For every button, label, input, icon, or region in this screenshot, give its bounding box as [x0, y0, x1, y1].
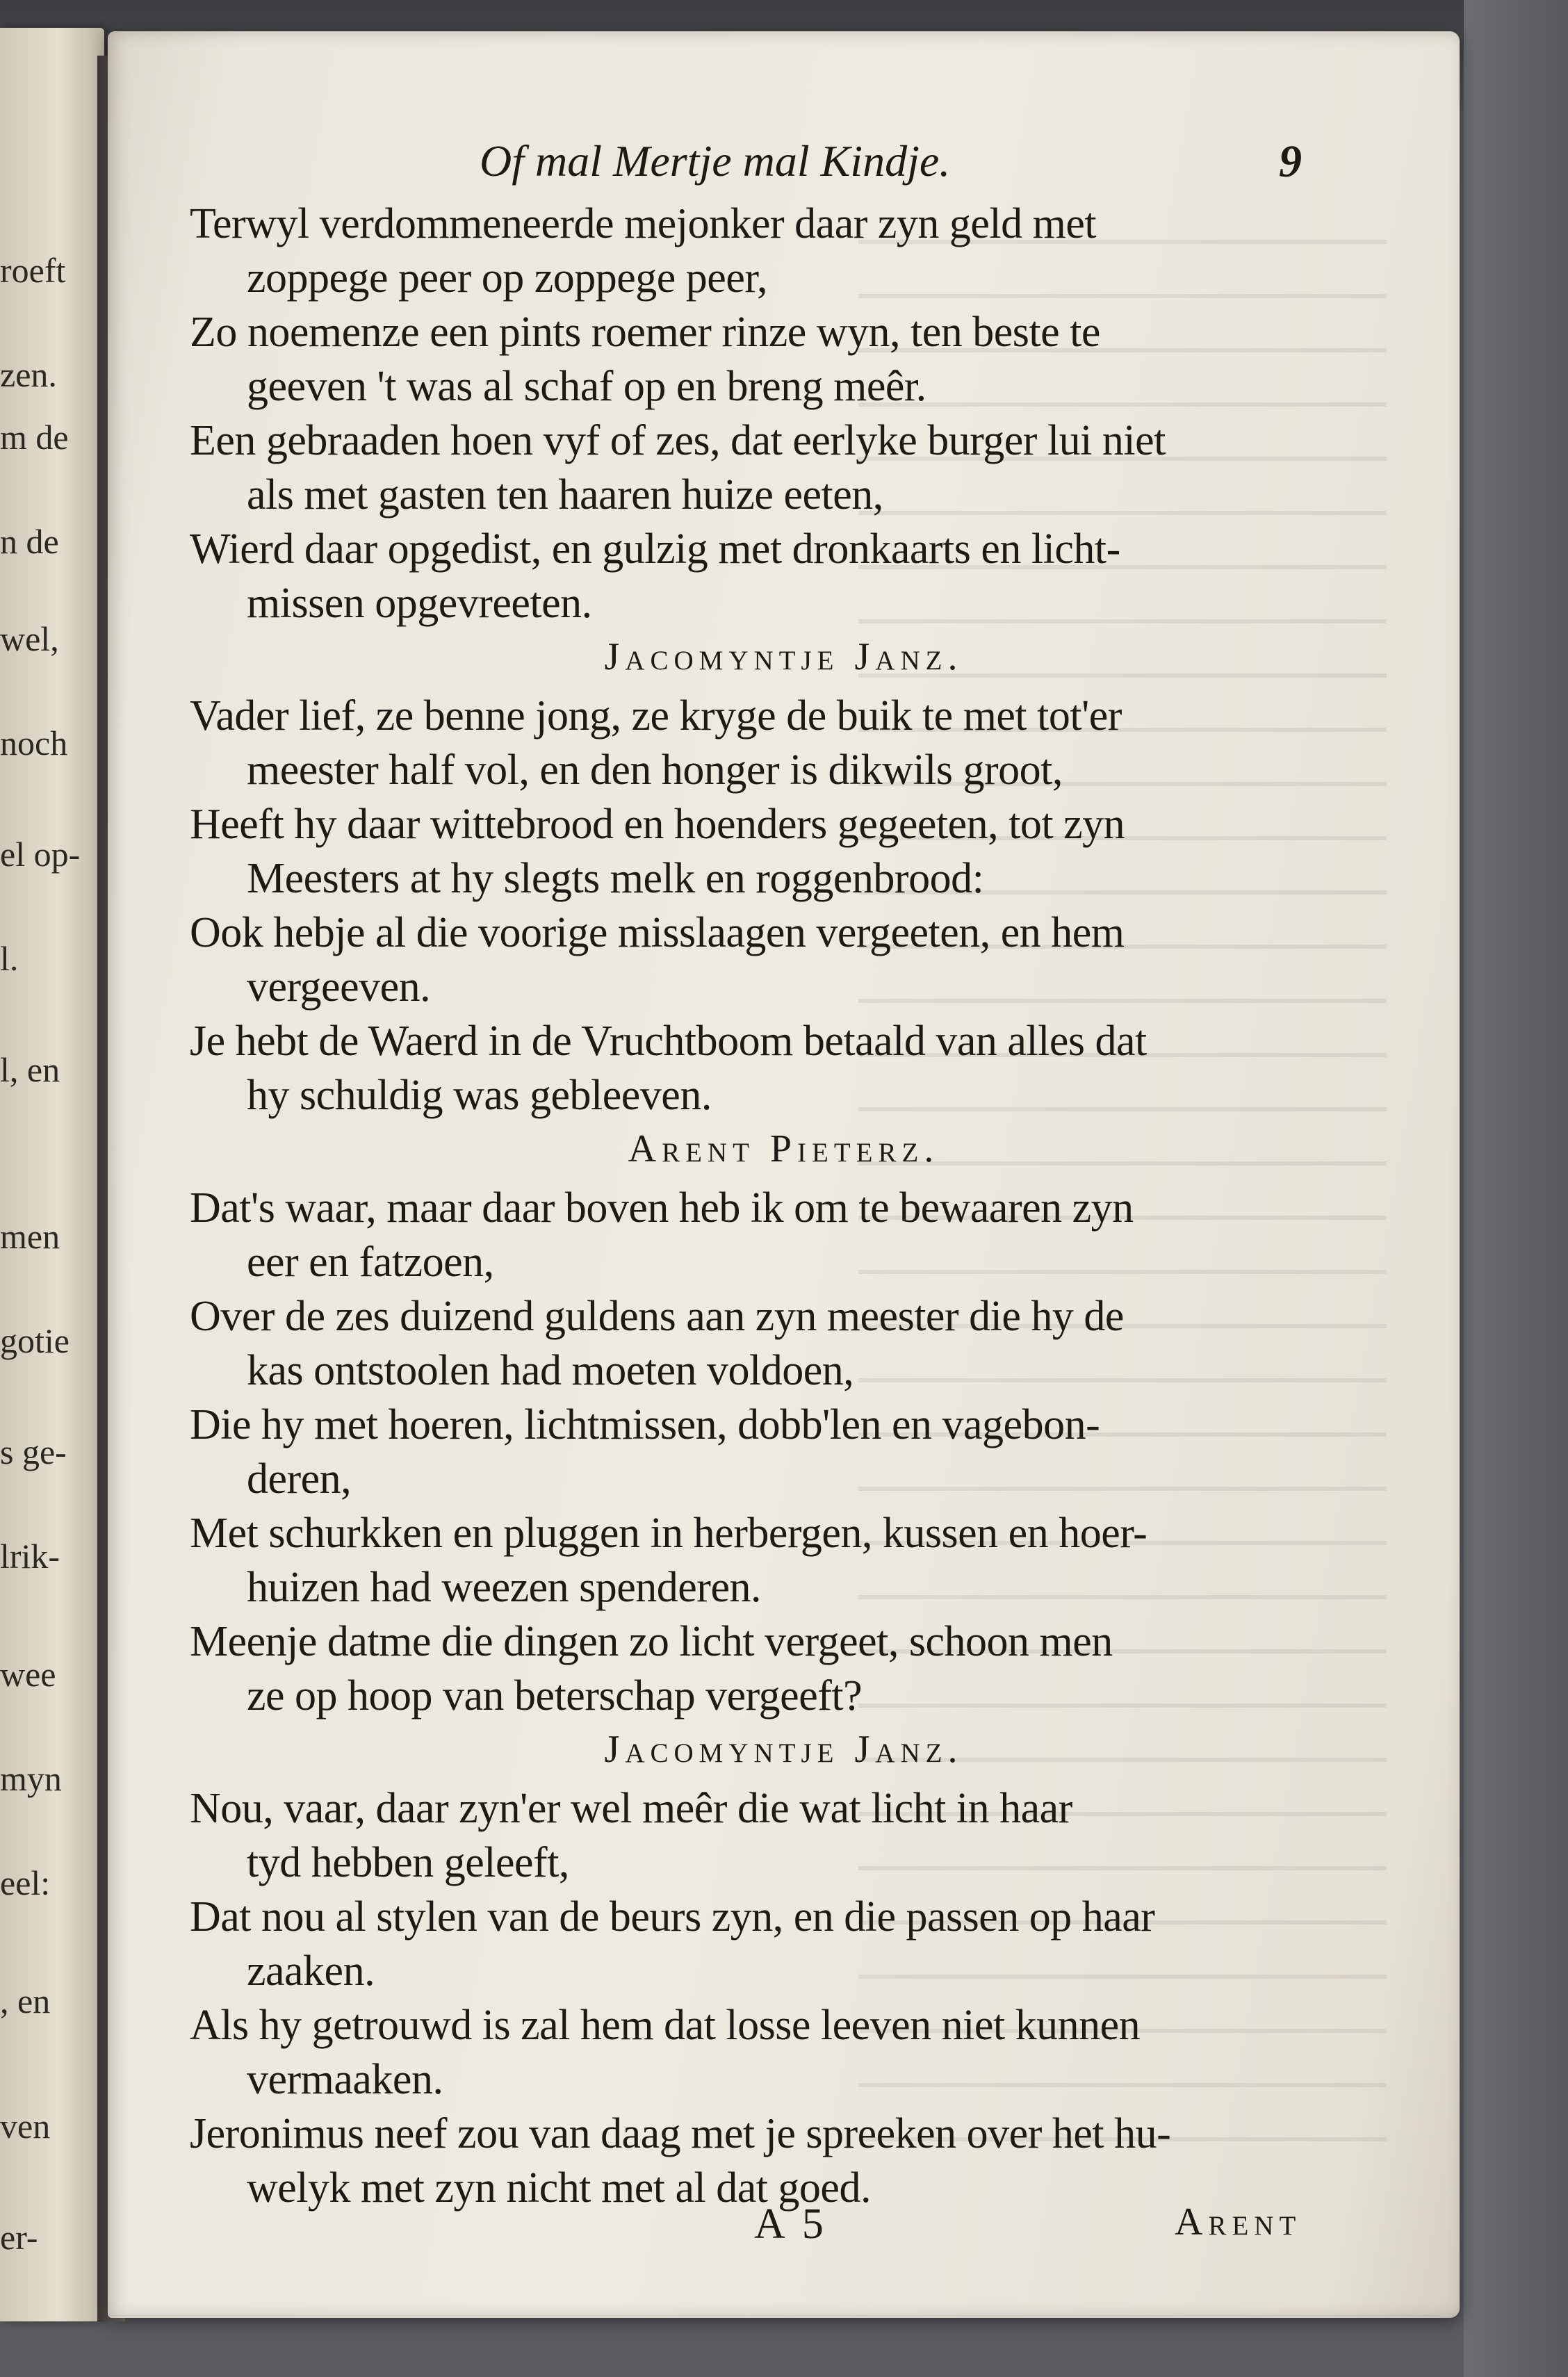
- facing-fragment: roeft: [0, 251, 66, 290]
- facing-fragment: er-: [0, 2218, 38, 2257]
- text-line: Meenje datme die dingen zo licht vergeet, schoon men: [190, 1618, 1113, 1665]
- text-line: missen opgevreeten.: [247, 580, 592, 627]
- text-line: Als hy getrouwd is zal hem dat losse leeven niet kunnen: [190, 2002, 1141, 2049]
- text-line: Die hy met hoeren, lichtmissen, dobb'len en vagebon-: [190, 1401, 1100, 1448]
- running-title: Of mal Mertje mal Kindje.: [480, 136, 951, 186]
- facing-fragment: men: [0, 1217, 60, 1256]
- facing-fragment: n de: [0, 522, 59, 561]
- text-line: Je hebt de Waerd in de Vruchtboom betaald van alles dat: [190, 1018, 1147, 1065]
- speaker-name: Jacomyntje Janz.: [604, 1728, 963, 1771]
- facing-fragment: eel:: [0, 1863, 51, 1902]
- facing-fragment: s ge-: [0, 1432, 67, 1471]
- facing-fragment: noch: [0, 724, 68, 762]
- text-line: tyd hebben geleeft,: [247, 1839, 569, 1886]
- facing-page: [0, 28, 104, 2321]
- facing-fragment: gotie: [0, 1321, 70, 1360]
- text-line: zoppege peer op zoppege peer,: [247, 254, 767, 302]
- facing-fragment: ven: [0, 2107, 51, 2146]
- facing-fragment: m de: [0, 418, 69, 457]
- text-line: Wierd daar opgedist, en gulzig met dronkaarts en licht-: [190, 525, 1120, 573]
- catchword: Arent: [1175, 2200, 1302, 2244]
- text-line: Zo noemenze een pints roemer rinze wyn, ten beste te: [190, 309, 1100, 356]
- text-line: ze op hoop van beterschap vergeeft?: [247, 1672, 863, 1720]
- text-line: Over de zes duizend guldens aan zyn meester die hy de: [190, 1293, 1124, 1340]
- text-line: meester half vol, en den honger is dikwils groot,: [247, 746, 1063, 794]
- text-line: zaaken.: [247, 1947, 375, 1995]
- text-line: Een gebraaden hoen vyf of zes, dat eerlyke burger lui niet: [190, 417, 1166, 464]
- facing-fragment: l, en: [0, 1050, 60, 1089]
- speaker-name: Jacomyntje Janz.: [604, 635, 963, 678]
- facing-fragment: el op-: [0, 835, 81, 874]
- text-line: Met schurkken en pluggen in herbergen, kussen en hoer-: [190, 1510, 1148, 1557]
- signature-mark: A 5: [754, 2200, 828, 2248]
- text-line: Heeft hy daar wittebrood en hoenders gegeeten, tot zyn: [190, 801, 1125, 848]
- text-line: als met gasten ten haaren huize eeten,: [247, 471, 883, 518]
- speaker-name: Arent Pieterz.: [628, 1127, 940, 1170]
- page-text: [108, 31, 1460, 2318]
- text-line: Vader lief, ze benne jong, ze kryge de buik te met tot'er: [190, 692, 1122, 740]
- facing-fragment: , en: [0, 1982, 51, 2020]
- text-line: deren,: [247, 1455, 352, 1503]
- background-right: [1464, 0, 1568, 2377]
- book-page: [108, 31, 1460, 2318]
- page-number: 9: [1279, 136, 1302, 187]
- facing-fragment: wel,: [0, 619, 59, 658]
- facing-fragment: myn: [0, 1759, 62, 1798]
- text-line: geeven 't was al schaf op en breng meêr.: [247, 363, 926, 410]
- text-line: huizen had weezen spenderen.: [247, 1564, 761, 1611]
- text-line: Meesters at hy slegts melk en roggenbrood:: [247, 855, 984, 902]
- text-line: hy schuldig was gebleeven.: [247, 1072, 712, 1119]
- text-line: Nou, vaar, daar zyn'er wel meêr die wat licht in haar: [190, 1785, 1072, 1832]
- text-line: eer en fatzoen,: [247, 1239, 494, 1286]
- text-line: Dat nou al stylen van de beurs zyn, en die passen op haar: [190, 1893, 1155, 1941]
- text-line: Terwyl verdommeneerde mejonker daar zyn geld met: [190, 200, 1097, 247]
- text-line: kas ontstoolen had moeten voldoen,: [247, 1347, 854, 1394]
- text-line: vermaaken.: [247, 2056, 443, 2103]
- text-line: welyk met zyn nicht met al dat goed.: [247, 2164, 871, 2212]
- facing-fragment: zen.: [0, 355, 57, 394]
- facing-fragment: wee: [0, 1655, 56, 1694]
- text-line: vergeeven.: [247, 963, 431, 1011]
- text-line: Jeronimus neef zou van daag met je spreeken over het hu-: [190, 2110, 1171, 2157]
- text-line: Dat's waar, maar daar boven heb ik om te bewaaren zyn: [190, 1184, 1134, 1232]
- text-line: Ook hebje al die voorige misslaagen vergeeten, en hem: [190, 909, 1125, 956]
- facing-fragment: l.: [0, 939, 19, 978]
- facing-fragment: lrik-: [0, 1537, 60, 1576]
